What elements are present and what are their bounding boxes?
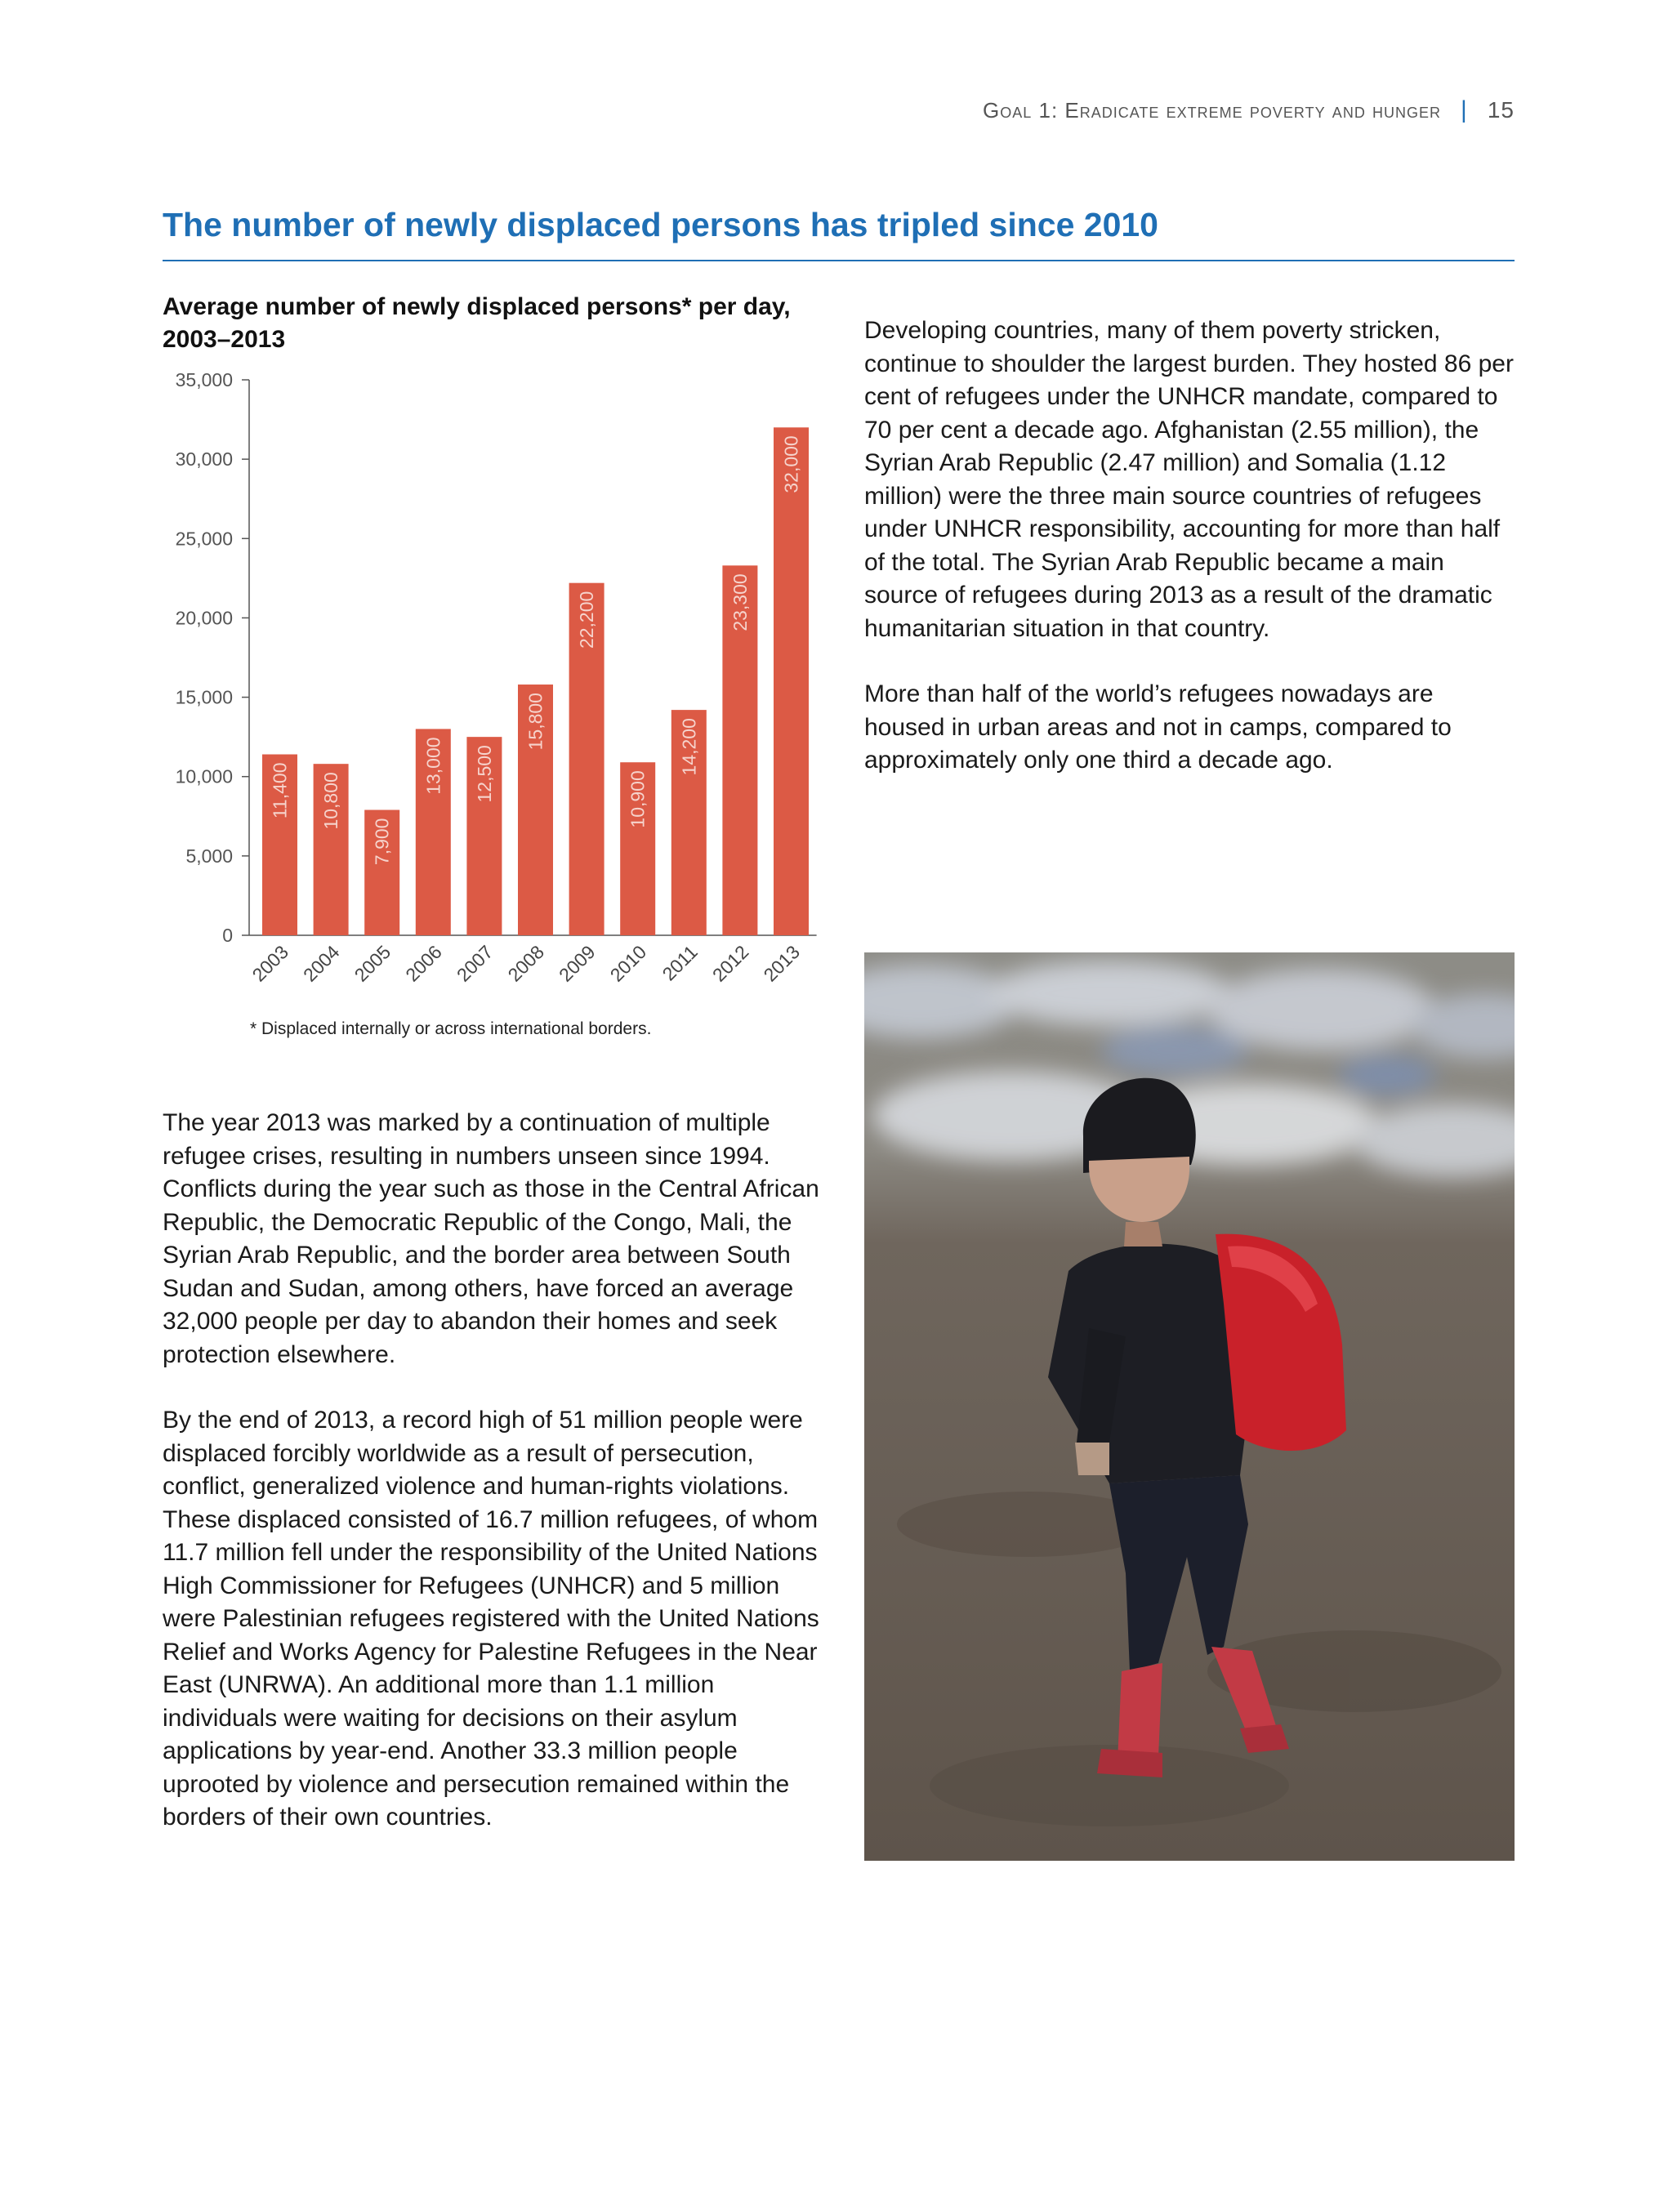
y-tick-label: 5,000 <box>185 845 233 867</box>
bar-data-label: 12,500 <box>473 745 495 803</box>
bar-data-label: 15,800 <box>524 693 547 751</box>
right-column-text <box>864 314 1518 810</box>
x-tick-label: 2003 <box>248 941 293 986</box>
y-tick-label: 0 <box>222 925 233 946</box>
headline-rule <box>163 260 1515 261</box>
y-tick-label: 10,000 <box>175 765 233 787</box>
chart-footnote: * Displaced internally or across international borders. <box>250 1019 652 1038</box>
x-tick-label: 2008 <box>503 941 549 986</box>
bar-chart <box>147 351 833 1013</box>
paragraph: The year 2013 was marked by a continuation of multiple refugee crises, resulting in numbers unseen since 1994. Conflicts during the year such as those in the Central African Republic, the Democratic Republic of the Congo, Mali, the Syrian Arab Republic, and the border area between South Sudan and Sudan, among others, have forced an average 32,000 people per day to abandon their homes and seek protection elsewhere. <box>163 1109 819 1368</box>
y-tick-label: 25,000 <box>175 528 233 550</box>
paragraph: More than half of the world’s refugees nowadays are housed in urban areas and not in camps, compared to approximately only one third a decade ago. <box>864 680 1452 774</box>
x-tick-label: 2007 <box>452 941 497 986</box>
y-tick-label: 15,000 <box>175 686 233 708</box>
bar-data-label: 11,400 <box>269 762 291 819</box>
x-tick-label: 2006 <box>401 941 446 986</box>
x-tick-label: 2010 <box>605 941 651 986</box>
x-tick-label: 2004 <box>299 941 344 986</box>
bar-data-label: 23,300 <box>729 573 751 631</box>
x-tick-label: 2009 <box>555 941 600 986</box>
running-title: Goal 1: Eradicate extreme poverty and hunger <box>983 97 1442 123</box>
bar-data-label: 13,000 <box>422 737 444 795</box>
paragraph: Developing countries, many of them poverty stricken, continue to shoulder the largest burden. They hosted 86 per cent of refugees under the UNHCR mandate, compared to 70 per cent a decade ago. Afghanistan (2.55 million), the Syrian Arab Republic (2.47 million) and Somalia (1.12 million) were the three main source countries of refugees under UNHCR responsibility, accounting for more than half of the total. The Syrian Arab Republic became a main source of refugees during 2013 as a result of the dramatic humanitarian situation in that country. <box>864 317 1514 642</box>
page-headline: The number of newly displaced persons has tripled since 2010 <box>163 206 1158 243</box>
y-tick-label: 30,000 <box>175 448 233 470</box>
x-tick-label: 2012 <box>707 941 753 986</box>
bar-data-label: 22,200 <box>576 591 598 649</box>
running-head <box>983 96 1515 124</box>
x-tick-label: 2011 <box>658 941 702 985</box>
left-column-text <box>163 1107 824 1867</box>
bar-data-label: 32,000 <box>780 435 802 493</box>
y-tick-label: 35,000 <box>175 369 233 390</box>
photo-child-with-backpack <box>864 952 1515 1861</box>
bar-data-label: 10,900 <box>627 770 649 828</box>
y-tick-label: 20,000 <box>175 607 233 629</box>
page-number: 15 <box>1487 97 1515 123</box>
bar <box>774 427 809 935</box>
bar-data-label: 7,900 <box>371 818 393 866</box>
running-head-separator: | <box>1461 96 1468 123</box>
bar-data-label: 10,800 <box>320 772 342 830</box>
paragraph: By the end of 2013, a record high of 51 million people were displaced forcibly worldwide as a result of persecution, conflict, generalized violence and human-rights violations. These displaced consisted of 16.7 million refugees, of whom 11.7 million fell under the responsibility of the United Nations High Commissioner for Refugees (UNHCR) and 5 million were Palestinian refugees registered with the United Nations Relief and Works Agency for Palestine Refugees in the Near East (UNRWA). An additional more than 1.1 million individuals were waiting for decisions on their asylum applications by year-end. Another 33.3 million people uprooted by violence and persecution remained within the borders of their own countries. <box>163 1407 819 1831</box>
chart-title: Average number of newly displaced persons* per day, 2003–2013 <box>163 293 791 353</box>
bar-data-label: 14,200 <box>678 718 700 776</box>
photo-illustration <box>864 952 1515 1861</box>
x-tick-label: 2005 <box>350 941 395 986</box>
x-tick-label: 2013 <box>759 941 805 986</box>
